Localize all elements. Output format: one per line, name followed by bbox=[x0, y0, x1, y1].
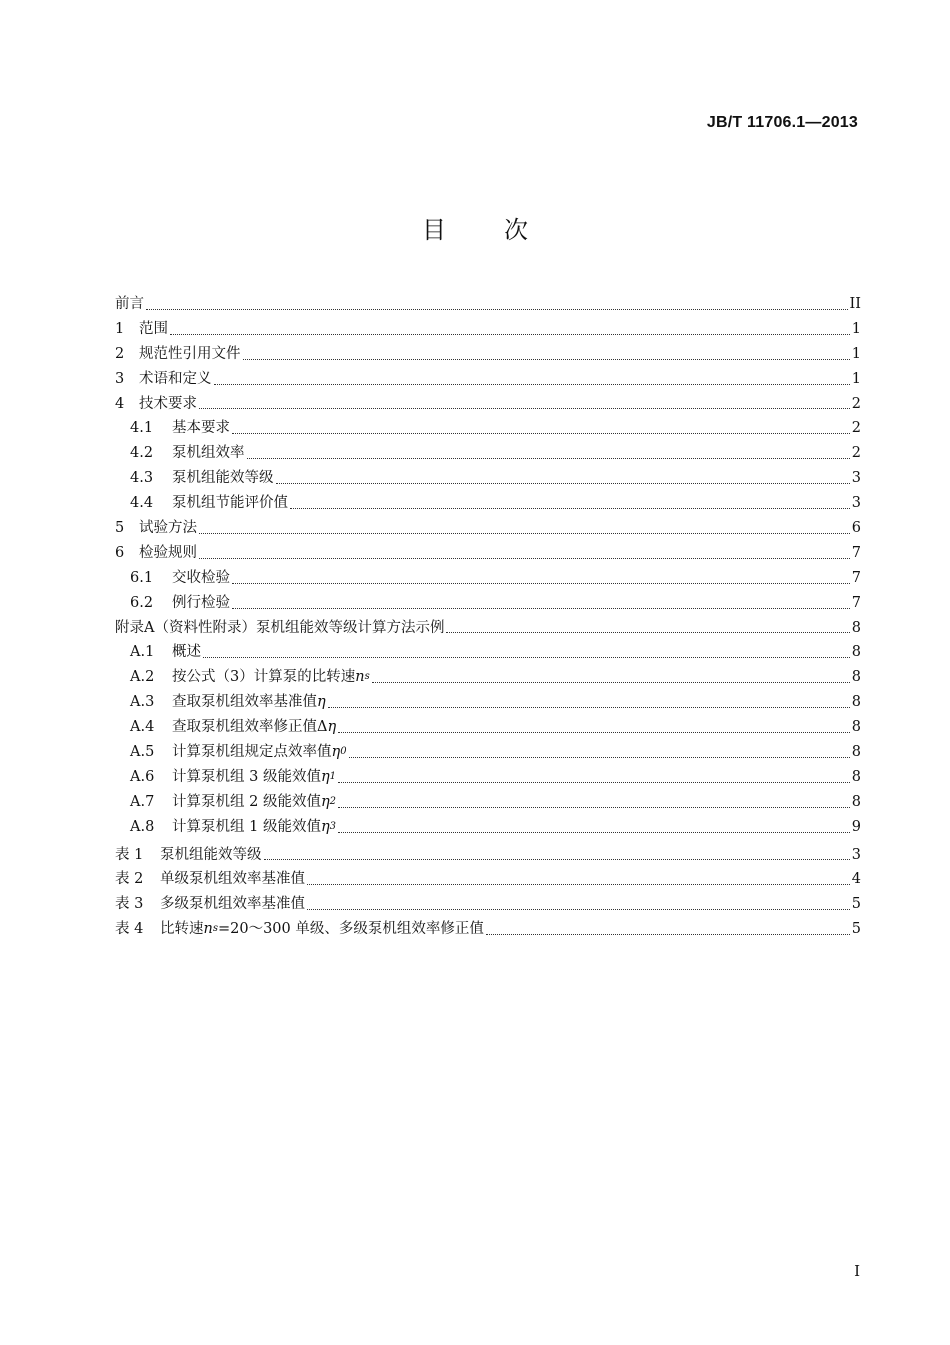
toc-label: 多级泵机组效率基准值 bbox=[160, 896, 305, 913]
toc-page: 5 bbox=[851, 896, 861, 913]
toc-subentry[interactable] bbox=[115, 790, 861, 815]
toc-table-entry[interactable] bbox=[115, 867, 861, 892]
toc-subentry[interactable] bbox=[115, 690, 861, 715]
subscript-s: s bbox=[212, 923, 218, 935]
toc-label: 泵机组能效等级 bbox=[160, 846, 262, 863]
toc-label: 计算泵机组规定点效率值 bbox=[172, 744, 332, 761]
toc-subentry[interactable] bbox=[115, 740, 861, 765]
subscript-s: s bbox=[364, 671, 370, 683]
toc-leader bbox=[338, 732, 850, 733]
toc-number: 表 2 bbox=[115, 871, 144, 888]
toc-number: A.5 bbox=[130, 744, 155, 761]
toc-page: 3 bbox=[851, 495, 861, 512]
toc-subentry[interactable] bbox=[115, 566, 861, 591]
toc-label: 范围 bbox=[139, 320, 168, 337]
toc-number: A.6 bbox=[130, 768, 155, 785]
toc-entry[interactable] bbox=[115, 317, 861, 342]
toc-entry[interactable] bbox=[115, 342, 861, 367]
toc-subentry[interactable] bbox=[115, 815, 861, 840]
toc-label: 交收检验 bbox=[172, 569, 230, 586]
toc-number: 2 bbox=[115, 345, 125, 362]
toc-leader bbox=[307, 884, 850, 885]
toc-label: 术语和定义 bbox=[139, 370, 212, 387]
toc-number: 4.1 bbox=[130, 420, 154, 437]
toc-page: 1 bbox=[851, 320, 861, 337]
symbol-eta: η bbox=[317, 694, 326, 711]
toc-page: 2 bbox=[851, 445, 861, 462]
page-title: 目次 bbox=[422, 216, 586, 244]
symbol-eta: η bbox=[320, 818, 330, 835]
toc-number: 4.4 bbox=[130, 495, 154, 512]
toc-subentry[interactable] bbox=[115, 441, 861, 466]
symbol-n: n bbox=[355, 669, 365, 686]
toc-page: 7 bbox=[851, 594, 861, 611]
toc-leader bbox=[338, 782, 850, 783]
toc-leader bbox=[214, 384, 850, 385]
toc-entry[interactable] bbox=[115, 516, 861, 541]
table-of-contents bbox=[115, 292, 861, 942]
subscript-1: 1 bbox=[329, 770, 337, 782]
footer-page-number: I bbox=[854, 1262, 860, 1280]
toc-table-entry[interactable] bbox=[115, 892, 861, 917]
toc-label: 例行检验 bbox=[172, 594, 230, 611]
toc-label: 泵机组能效等级 bbox=[172, 470, 274, 487]
toc-number: 5 bbox=[115, 520, 125, 536]
toc-number: A.3 bbox=[130, 694, 155, 711]
symbol-n: n bbox=[203, 921, 213, 938]
toc-number: A.2 bbox=[130, 669, 155, 686]
standard-code: JB/T 11706.1—2013 bbox=[706, 114, 858, 131]
toc-page: 8 bbox=[851, 619, 861, 636]
toc-entry-appendix-a[interactable] bbox=[115, 616, 861, 641]
toc-number: 3 bbox=[115, 370, 125, 387]
toc-label: 按公式（3）计算泵的比转速 bbox=[172, 669, 356, 686]
symbol-eta: η bbox=[331, 744, 341, 761]
toc-leader bbox=[199, 408, 850, 409]
toc-leader bbox=[372, 682, 850, 683]
toc-page: 8 bbox=[851, 669, 861, 686]
toc-label: 试验方法 bbox=[139, 520, 197, 536]
toc-label: 泵机组节能评价值 bbox=[172, 495, 288, 512]
toc-leader bbox=[232, 433, 850, 434]
toc-page: 2 bbox=[851, 420, 861, 437]
toc-subentry[interactable] bbox=[115, 765, 861, 790]
toc-entry[interactable] bbox=[115, 367, 861, 392]
toc-leader bbox=[290, 508, 850, 509]
symbol-eta: η bbox=[320, 793, 330, 810]
toc-page: 9 bbox=[851, 818, 861, 835]
toc-leader bbox=[264, 859, 850, 860]
toc-page: 7 bbox=[851, 569, 861, 586]
toc-leader bbox=[486, 934, 850, 935]
toc-table-entry[interactable] bbox=[115, 843, 861, 868]
toc-leader bbox=[446, 632, 849, 633]
toc-subentry[interactable] bbox=[115, 715, 861, 740]
toc-label: 计算泵机组 1 级能效值 bbox=[172, 818, 321, 835]
subscript-2: 2 bbox=[329, 795, 337, 807]
toc-page: 3 bbox=[851, 846, 861, 863]
symbol-eta: η bbox=[327, 719, 337, 736]
toc-label-suffix: =20～300 单级、多级泵机组效率修正值 bbox=[217, 921, 484, 938]
toc-page: 8 bbox=[851, 644, 861, 661]
toc-number: A.1 bbox=[130, 644, 155, 661]
toc-page: 5 bbox=[851, 921, 861, 938]
toc-leader bbox=[199, 558, 850, 559]
toc-number: 6.1 bbox=[130, 569, 154, 586]
toc-subentry[interactable] bbox=[115, 665, 861, 690]
toc-subentry[interactable] bbox=[115, 640, 861, 665]
subscript-0: 0 bbox=[340, 746, 347, 758]
toc-leader bbox=[276, 483, 850, 484]
toc-label: 技术要求 bbox=[139, 395, 197, 412]
toc-page: 7 bbox=[851, 544, 861, 561]
toc-number: 4 bbox=[115, 395, 125, 412]
toc-page: 2 bbox=[851, 395, 861, 412]
toc-number: 表 1 bbox=[115, 846, 144, 863]
toc-page: 1 bbox=[851, 345, 861, 362]
toc-leader bbox=[307, 909, 850, 910]
toc-subentry[interactable] bbox=[115, 491, 861, 516]
toc-leader bbox=[232, 583, 850, 584]
toc-number: 1 bbox=[115, 320, 125, 337]
toc-label: 比转速 bbox=[160, 921, 204, 938]
subscript-3: 3 bbox=[329, 820, 337, 832]
toc-page: 3 bbox=[851, 470, 861, 487]
toc-subentry[interactable] bbox=[115, 416, 861, 441]
toc-number: A.7 bbox=[130, 793, 155, 810]
toc-number: A.4 bbox=[130, 719, 155, 736]
toc-subentry[interactable] bbox=[115, 466, 861, 491]
toc-page: II bbox=[849, 295, 861, 312]
toc-label: 单级泵机组效率基准值 bbox=[160, 871, 305, 888]
toc-page: 8 bbox=[851, 719, 861, 736]
toc-leader bbox=[203, 657, 850, 658]
toc-label: 查取泵机组效率基准值 bbox=[172, 694, 317, 711]
toc-page: 4 bbox=[851, 871, 861, 888]
toc-label: 泵机组效率 bbox=[172, 445, 245, 462]
toc-label: 概述 bbox=[172, 644, 201, 661]
toc-entry[interactable] bbox=[115, 392, 861, 417]
toc-label: 前言 bbox=[115, 295, 144, 312]
toc-page: 8 bbox=[851, 744, 861, 761]
symbol-eta: η bbox=[320, 768, 330, 785]
toc-leader bbox=[232, 608, 850, 609]
toc-leader bbox=[146, 309, 848, 310]
toc-leader bbox=[199, 533, 850, 534]
toc-number: 4.2 bbox=[130, 445, 154, 462]
toc-label: 查取泵机组效率修正值Δ bbox=[172, 719, 328, 736]
toc-page: 8 bbox=[851, 694, 861, 711]
toc-number: A.8 bbox=[130, 818, 155, 835]
toc-number: 6 bbox=[115, 544, 125, 561]
toc-number: 6.2 bbox=[130, 594, 154, 611]
toc-entry[interactable] bbox=[115, 541, 861, 566]
toc-table-entry[interactable] bbox=[115, 917, 861, 942]
toc-number: 4.3 bbox=[130, 470, 154, 487]
toc-label: 检验规则 bbox=[139, 544, 197, 561]
toc-label: 计算泵机组 3 级能效值 bbox=[172, 768, 321, 785]
toc-leader bbox=[243, 359, 850, 360]
toc-page: 8 bbox=[851, 793, 861, 810]
toc-page: 1 bbox=[851, 370, 861, 387]
toc-leader bbox=[338, 807, 850, 808]
toc-subentry[interactable] bbox=[115, 591, 861, 616]
toc-number: 表 4 bbox=[115, 921, 144, 938]
toc-leader bbox=[338, 832, 850, 833]
toc-leader bbox=[247, 458, 850, 459]
toc-label: 计算泵机组 2 级能效值 bbox=[172, 793, 321, 810]
toc-page: 6 bbox=[851, 520, 861, 536]
toc-label: 附录A（资料性附录）泵机组能效等级计算方法示例 bbox=[115, 619, 445, 636]
toc-leader bbox=[349, 757, 850, 758]
toc-label: 基本要求 bbox=[172, 420, 230, 437]
toc-leader bbox=[170, 334, 850, 335]
toc-page: 8 bbox=[851, 768, 861, 785]
toc-entry-foreword[interactable] bbox=[115, 292, 861, 317]
toc-leader bbox=[328, 707, 850, 708]
toc-label: 规范性引用文件 bbox=[139, 345, 241, 362]
toc-number: 表 3 bbox=[115, 896, 144, 913]
